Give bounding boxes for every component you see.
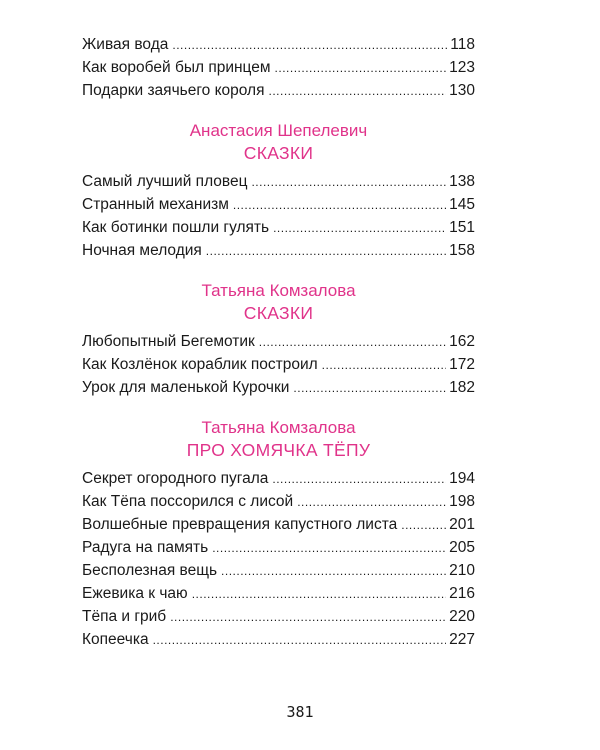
toc-section [82, 120, 475, 262]
toc-entry-page: 158 [449, 242, 475, 259]
section-heading [82, 417, 475, 461]
dot-leader [192, 583, 446, 606]
toc-entry-page: 198 [449, 493, 475, 510]
section-heading [82, 120, 475, 164]
section-author: Татьяна Комзалова [201, 281, 356, 300]
toc-entry-title: Любопытный Бегемотик [82, 333, 255, 350]
dot-leader [273, 217, 446, 240]
toc-entry-title: Волшебные превращения капустного листа [82, 516, 398, 533]
toc-entry-title: Ночная мелодия [82, 242, 202, 259]
dot-leader [233, 194, 446, 217]
toc-entry[interactable] [82, 239, 475, 262]
dot-leader [172, 34, 447, 57]
dot-leader [272, 468, 446, 491]
toc-entry-title: Тёпа и гриб [82, 608, 167, 625]
toc-entry[interactable] [82, 353, 475, 376]
toc-entry-page: 118 [450, 36, 475, 53]
dot-leader [401, 514, 446, 537]
toc-entry-page: 210 [449, 562, 475, 579]
toc-entry-page: 130 [449, 82, 475, 99]
toc-entry-page: 172 [449, 356, 475, 373]
section-heading [82, 280, 475, 324]
dot-leader [275, 57, 447, 80]
section-collection-title: ПРО ХОМЯЧКА ТЁПУ [186, 440, 371, 460]
toc-entry-title: Урок для маленькой Курочки [82, 379, 290, 396]
dot-leader [322, 354, 446, 377]
toc-entry-title: Копеечка [82, 631, 149, 648]
toc-entry-title: Самый лучший пловец [82, 173, 248, 190]
section-author: Татьяна Комзалова [201, 418, 356, 437]
dot-leader [251, 171, 446, 194]
toc-entry[interactable] [82, 193, 475, 216]
toc-entry[interactable] [82, 536, 475, 559]
toc-entry[interactable] [82, 376, 475, 399]
toc-entry[interactable] [82, 56, 475, 79]
page-number: 381 [286, 703, 314, 721]
toc-entry[interactable] [82, 513, 475, 536]
toc-entry-page: 151 [449, 219, 475, 236]
toc-entry-page: 201 [449, 516, 475, 533]
toc-entry[interactable] [82, 33, 475, 56]
dot-leader [269, 80, 447, 103]
toc-entry-title: Как ботинки пошли гулять [82, 219, 270, 236]
toc-entry-page: 182 [449, 379, 475, 396]
dot-leader [293, 377, 446, 400]
dot-leader [259, 331, 446, 354]
toc-entry[interactable] [82, 605, 475, 628]
toc-entry[interactable] [82, 559, 475, 582]
toc-entry[interactable] [82, 628, 475, 651]
toc-entry-title: Как Тёпа поссорился с лисой [82, 493, 294, 510]
dot-leader [206, 240, 446, 263]
section-collection-title: СКАЗКИ [243, 303, 314, 323]
toc-entry-title: Бесполезная вещь [82, 562, 218, 579]
toc-entry[interactable] [82, 490, 475, 513]
section-collection-title: СКАЗКИ [243, 143, 314, 163]
toc-entry[interactable] [82, 467, 475, 490]
toc-section [82, 417, 475, 651]
toc-section [82, 280, 475, 399]
table-of-contents [82, 33, 475, 651]
toc-entry[interactable] [82, 216, 475, 239]
toc-entry-title: Подарки заячьего короля [82, 82, 265, 99]
toc-top-list [82, 33, 475, 102]
toc-entry-title: Радуга на память [82, 539, 209, 556]
toc-entry-page: 194 [449, 470, 475, 487]
dot-leader [221, 560, 446, 583]
toc-entry-title: Секрет огородного пугала [82, 470, 269, 487]
toc-entry-title: Ежевика к чаю [82, 585, 188, 602]
toc-entry[interactable] [82, 582, 475, 605]
toc-entry-title: Как воробей был принцем [82, 59, 271, 76]
toc-entry-title: Как Козлёнок кораблик построил [82, 356, 318, 373]
toc-entry-page: 138 [449, 173, 475, 190]
toc-entry-page: 216 [449, 585, 475, 602]
toc-entry-page: 123 [449, 59, 475, 76]
toc-entry-page: 227 [449, 631, 475, 648]
toc-entry[interactable] [82, 170, 475, 193]
dot-leader [170, 606, 446, 629]
toc-entry[interactable] [82, 330, 475, 353]
dot-leader [212, 537, 446, 560]
dot-leader [297, 491, 446, 514]
toc-entry-page: 145 [449, 196, 475, 213]
toc-entry-page: 162 [449, 333, 475, 350]
section-author: Анастасия Шепелевич [189, 121, 368, 140]
dot-leader [153, 629, 447, 652]
toc-entry-page: 220 [449, 608, 475, 625]
toc-entry-title: Живая вода [82, 36, 169, 53]
toc-entry-title: Странный механизм [82, 196, 229, 213]
toc-entry-page: 205 [449, 539, 475, 556]
toc-entry[interactable] [82, 79, 475, 102]
